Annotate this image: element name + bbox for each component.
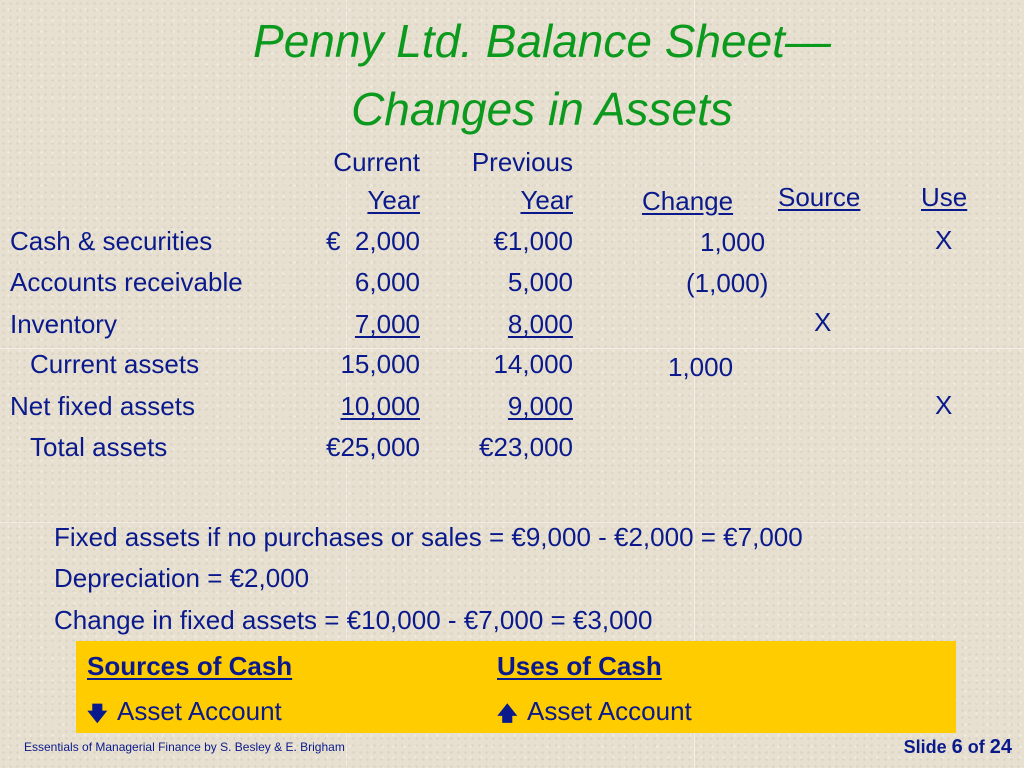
row-label-inventory: Inventory	[10, 309, 117, 339]
cell-current-net-fixed: 10,000	[340, 391, 420, 421]
slide-total: 24	[989, 736, 1012, 758]
cell-change-current-assets: 1,000	[668, 352, 734, 382]
slide-word: Slide	[903, 737, 947, 757]
note-fixed-assets: Fixed assets if no purchases or sales = €9,000 - €2,000 = €7,000	[54, 522, 803, 552]
cell-use-net-fixed: X	[935, 390, 953, 420]
sources-item: 🡇 Asset Account	[87, 696, 282, 729]
cell-previous-cash: €1,000	[493, 226, 573, 256]
header-current-line2	[290, 185, 420, 215]
cell-current-current-assets: 15,000	[340, 349, 420, 379]
cell-source-inventory: X	[814, 307, 832, 337]
of-word: of	[967, 737, 985, 757]
slide-title-line2: Changes in Assets	[351, 83, 733, 135]
slide-title-line1: Penny Ltd. Balance Sheet—	[253, 15, 831, 67]
uses-item: 🡅 Asset Account	[497, 696, 692, 729]
row-label-cash: Cash & securities	[10, 226, 213, 256]
row-label-net-fixed-assets: Net fixed assets	[10, 391, 195, 421]
cell-change-receivables: (1,000)	[686, 268, 769, 298]
sources-heading: Sources of Cash	[87, 651, 293, 681]
sources-uses-box	[76, 641, 956, 733]
footer-credit: Essentials of Managerial Finance by S. Besley & E. Brigham	[24, 740, 345, 754]
header-current-year: Year	[367, 185, 420, 215]
cell-previous-current-assets: 14,000	[493, 349, 573, 379]
cell-previous-net-fixed: 9,000	[507, 391, 573, 421]
slide-counter	[904, 736, 1012, 759]
header-source: Source	[778, 182, 861, 212]
note-change-fixed-assets: Change in fixed assets = €10,000 - €7,000 = €3,000	[54, 605, 653, 635]
cell-current-cash: € 2,000	[326, 226, 420, 256]
uses-heading: Uses of Cash	[497, 651, 662, 681]
header-current-line1: Current	[333, 147, 420, 177]
slide-number: 6	[951, 736, 963, 758]
cell-previous-inventory: 8,000	[507, 309, 573, 339]
up-arrow-icon: 🡅	[497, 703, 518, 725]
header-previous-year: Year	[520, 185, 573, 215]
cell-current-total: €25,000	[326, 432, 420, 462]
cell-current-inventory: 7,000	[354, 309, 420, 339]
row-label-receivables: Accounts receivable	[10, 267, 243, 297]
cell-previous-total: €23,000	[479, 432, 573, 462]
cell-current-receivables: 6,000	[354, 267, 420, 297]
row-label-total-assets: Total assets	[30, 432, 168, 462]
down-arrow-icon: 🡇	[87, 703, 108, 725]
cell-previous-receivables: 5,000	[507, 267, 573, 297]
header-previous-line2	[440, 185, 573, 215]
header-change: Change	[642, 186, 734, 216]
row-label-current-assets: Current assets	[30, 349, 200, 379]
note-depreciation: Depreciation = €2,000	[54, 563, 310, 593]
cell-use-cash: X	[935, 225, 953, 255]
header-use: Use	[921, 182, 968, 212]
header-previous-line1: Previous	[471, 147, 573, 177]
cell-change-cash: 1,000	[700, 227, 766, 257]
